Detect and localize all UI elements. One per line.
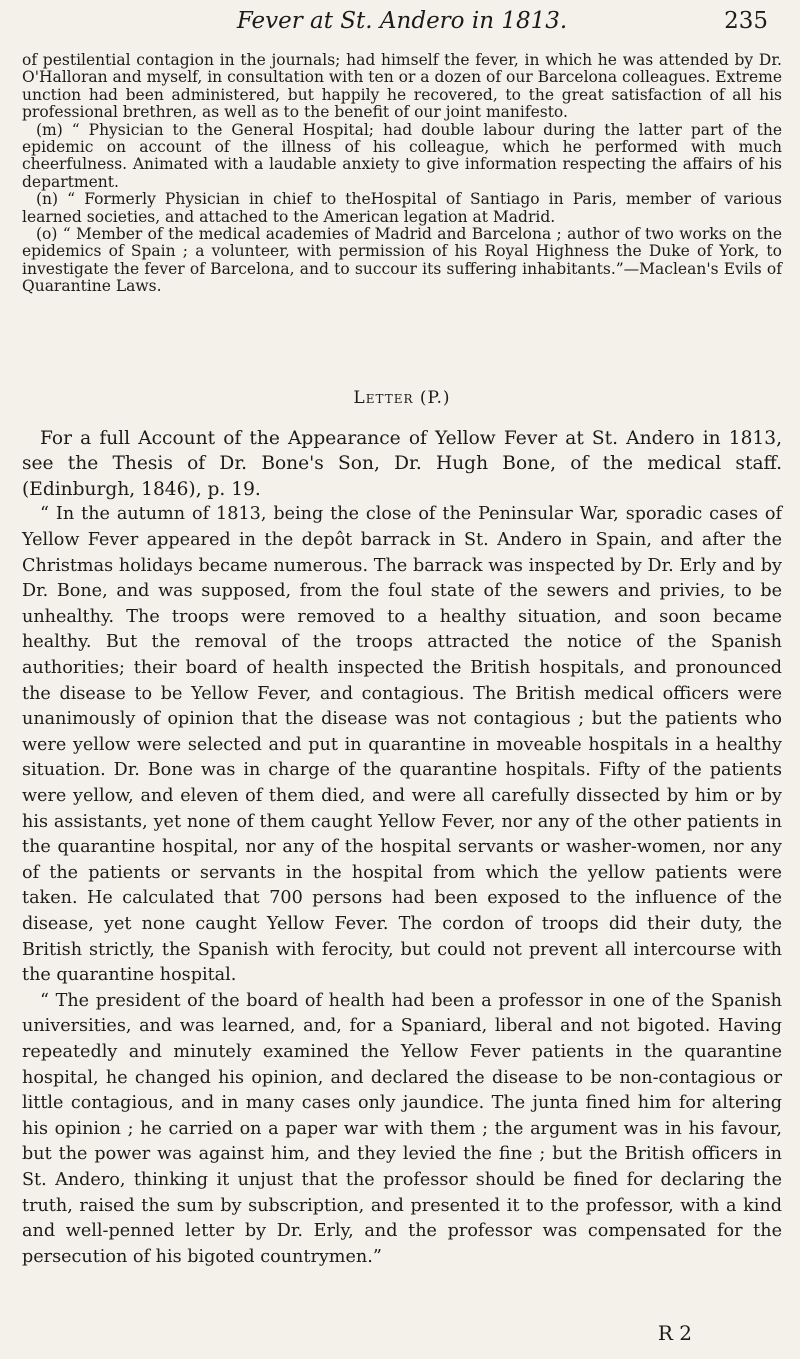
running-title: Fever at St. Andero in 1813. — [236, 8, 568, 34]
letter-heading: Letter (P.) — [353, 387, 451, 408]
page-number: 235 — [724, 8, 768, 34]
body-paragraph: “ The president of the board of health had been a professor in one of the Spanish universities, and was learned, and, for a Spaniard, liberal and not bigoted. Having repeatedly and minutely examined the Yellow Fever patients in the quarantine hospital, he changed his opinion, and declared the disease to be non-contagious or little contagious, and in many cases only jaundice. The junta fined him for altering his opinion ; he carried on a paper war with them ; the argument was in his favour, but the power was against him, and they levied the fine ; but the British officers in St. Andero, thinking it unjust that the professor should be fined for declaring the truth, raised the sum by subscription, and presented it to the professor, with a kind and well-penned letter by Dr. Erly, and the professor was compensated for the persecution of his bigoted countrymen.” — [22, 990, 782, 1267]
footnote-o: (o) “ Member of the medical academies of Madrid and Barcelona ; author of two works on the epidemics of Spain ; a volunteer, with permission of his Royal Highness the Duke of York, to investigate the fever of Barcelona, and to succour its suffering inhabitants.”—Maclean's Evils of Quarantine Laws. — [22, 225, 782, 296]
footnote-continuation: of pestilential contagion in the journals; had himself the fever, in which he was attended by Dr. O'Halloran and myself, in consultation with ten or a dozen of our Barcelona colleagues. Extreme unction had been administered, but happily he recovered, to the great satisfaction of all his professional brethren, as well as to the benefit of our joint manifesto. — [22, 51, 782, 122]
footnote-n: (n) “ Formerly Physician in chief to theHospital of Santiago in Paris, member of various learned societies, and attached to the American legation at Madrid. — [22, 190, 782, 226]
letter-subtitle: For a full Account of the Appearance of Yellow Fever at St. Andero in 1813, see the Thesis of Dr. Bone's Son, Dr. Hugh Bone, of the medical staff. (Edinburgh, 1846), p. 19. — [22, 427, 782, 500]
signature-mark: R 2 — [657, 1321, 692, 1345]
running-head — [22, 0, 782, 44]
page — [22, 0, 782, 1270]
body-paragraph: “ In the autumn of 1813, being the close of the Peninsular War, sporadic cases of Yellow Fever appeared in the depôt barrack in St. Andero in Spain, and after the Christmas holidays became numerous. The barrack was inspected by Dr. Erly and by Dr. Bone, and was supposed, from the foul state of the sewers and privies, to be unhealthy. The troops were removed to a healthy situation, and soon became healthy. But the removal of the troops attracted the notice of the Spanish authorities; their board of health inspected the British hospitals, and pronounced the disease to be Yellow Fever, and contagious. The British medical officers were unanimously of opinion that the disease was not contagious ; but the patients who were yellow were selected and put in quarantine in moveable hospitals in a healthy situation. Dr. Bone was in charge of the quarantine hospitals. Fifty of the patients were yellow, and eleven of them died, and were all carefully dissected by him or by his assistants, yet none of them caught Yellow Fever, nor any of the other patients in the quarantine hospital, nor any of the hospital servants or washer-women, nor any of the patients or servants in the hospital from which the yellow patients were taken. He calculated that 700 persons had been exposed to the influence of the disease, yet none caught Yellow Fever. The cordon of troops did their duty, the British strictly, the Spanish with ferocity, but could not prevent all intercourse with the quarantine hospital. — [22, 504, 782, 986]
footnote-m: (m) “ Physician to the General Hospital; had double labour during the latter part of the epidemic on account of the illness of his colleague, which he performed with much cheerfulness. Animated with a laudable anxiety to give information respecting the affairs of his department. — [22, 120, 782, 191]
footnotes — [22, 52, 782, 296]
